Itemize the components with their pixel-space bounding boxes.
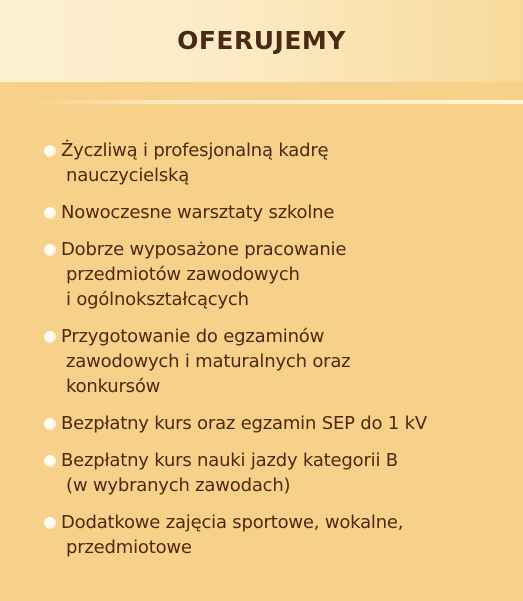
list-item-text: (w wybranych zawodach) <box>66 475 291 496</box>
list-item <box>44 324 514 399</box>
bullet-icon <box>44 244 56 256</box>
list-item-text: i ogólnokształcących <box>66 289 249 310</box>
bullet-icon <box>44 455 56 467</box>
list-item <box>44 138 514 188</box>
list-item-text: Bezpłatny kurs nauki jazdy kategorii B <box>61 450 398 471</box>
bullet-icon <box>44 331 56 343</box>
list-item-text: nauczycielską <box>66 165 190 186</box>
offer-list <box>44 138 514 572</box>
list-item-text: przedmiotowe <box>66 537 192 558</box>
list-item-text: zawodowych i maturalnych oraz <box>66 351 351 372</box>
list-item <box>44 510 514 560</box>
bullet-icon <box>44 145 56 157</box>
header-bar <box>0 0 523 82</box>
bullet-icon <box>44 207 56 219</box>
list-item <box>44 411 514 436</box>
list-item-text: przedmiotów zawodowych <box>66 264 300 285</box>
list-item-text: konkursów <box>66 376 161 397</box>
list-item <box>44 200 514 225</box>
list-item-text: Dobrze wyposażone pracowanie <box>61 239 347 260</box>
list-item <box>44 237 514 312</box>
bullet-icon <box>44 418 56 430</box>
page-title: OFERUJEMY <box>177 26 346 55</box>
list-item <box>44 448 514 498</box>
bullet-icon <box>44 517 56 529</box>
list-item-text: Dodatkowe zajęcia sportowe, wokalne, <box>61 512 404 533</box>
divider <box>24 100 523 104</box>
list-item-text: Przygotowanie do egzaminów <box>61 326 325 347</box>
list-item-text: Bezpłatny kurs oraz egzamin SEP do 1 kV <box>61 413 427 434</box>
list-item-text: Nowoczesne warsztaty szkolne <box>61 202 335 223</box>
list-item-text: Życzliwą i profesjonalną kadrę <box>61 140 329 161</box>
